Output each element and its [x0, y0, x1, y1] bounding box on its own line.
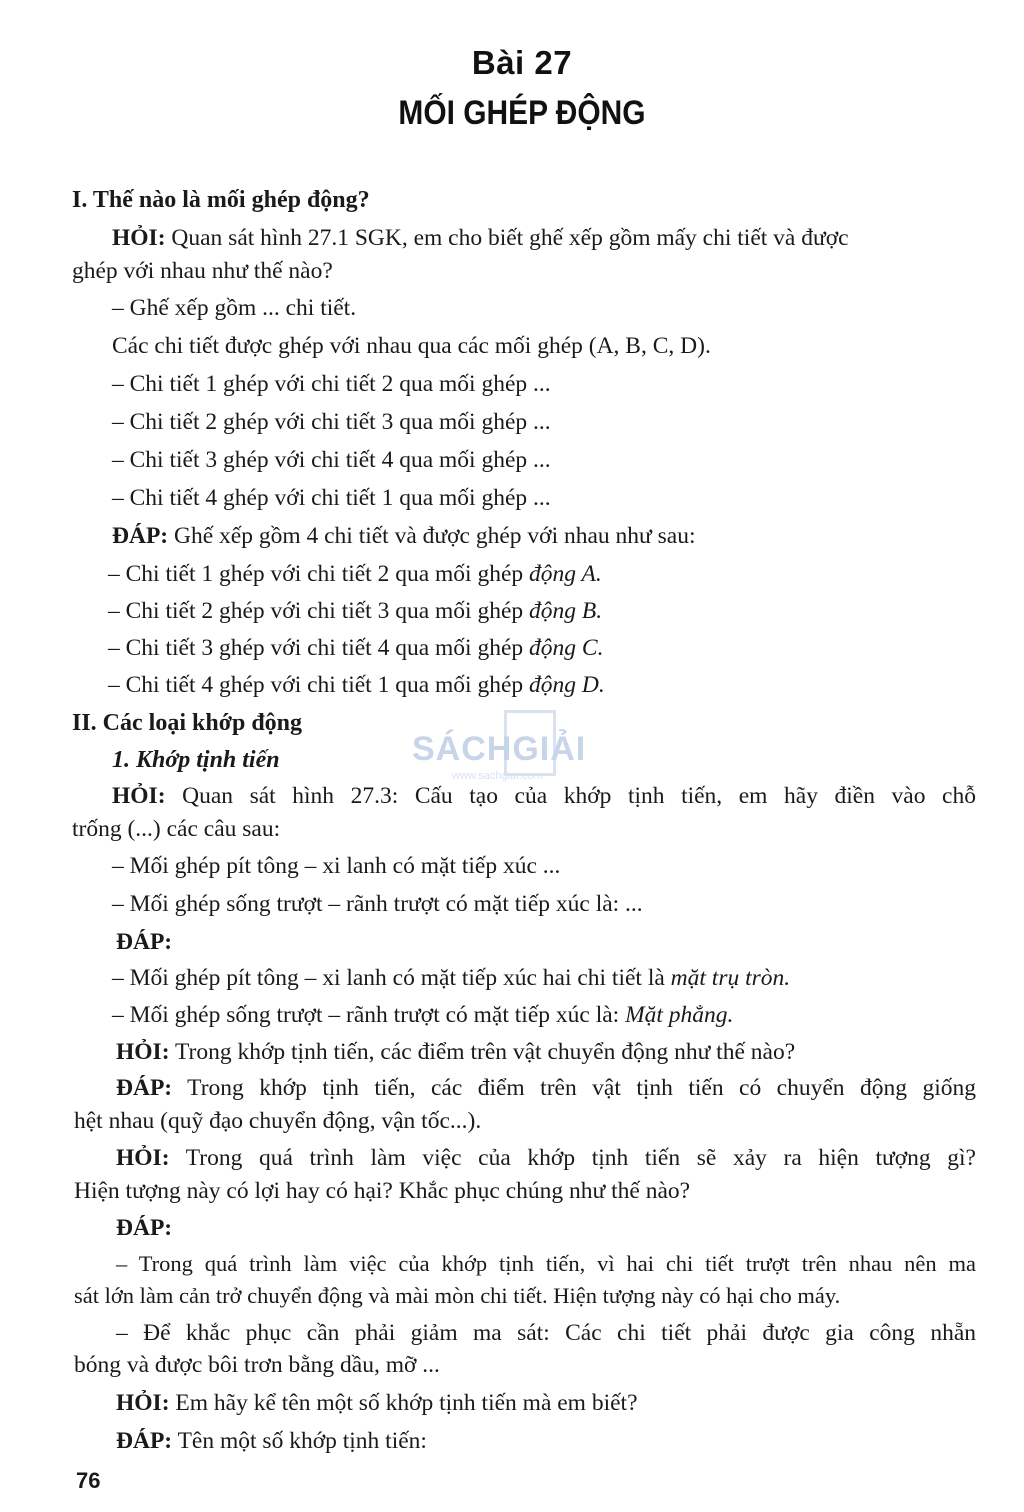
- section1-question-line1: [112, 223, 976, 253]
- answer-emphasis: động A.: [529, 561, 602, 587]
- answer-label: ĐÁP:: [116, 1215, 173, 1241]
- answer-emphasis: Mặt phẳng.: [625, 1002, 734, 1028]
- answer-emphasis: mặt trụ tròn.: [670, 965, 791, 991]
- section2-question2: [116, 1037, 795, 1067]
- list-item: – Chi tiết 3 ghép với chi tiết 4 qua mối ghép ...: [112, 447, 551, 473]
- list-item: [108, 559, 602, 589]
- list-item: Các chi tiết được ghép với nhau qua các mối ghép (A, B, C, D).: [112, 333, 711, 359]
- section2-answer3-p2-line2: bóng và được bôi trơn bằng dầu, mỡ ...: [74, 1352, 440, 1378]
- section2-answer3-p1-line1: – Trong quá trình làm việc của khớp tịnh tiến, vì hai chi tiết trượt trên nhau nên ma: [116, 1251, 976, 1276]
- lesson-title: MỐI GHÉP ĐỘNG: [398, 94, 646, 132]
- answer-prefix: – Chi tiết 1 ghép với chi tiết 2 qua mối ghép: [108, 561, 530, 587]
- list-item: [112, 963, 790, 993]
- list-item: – Ghế xếp gồm ... chi tiết.: [112, 295, 357, 321]
- question-text: Trong quá trình làm việc của khớp tịnh tiến sẽ xảy ra hiện tượng gì?: [169, 1145, 976, 1171]
- section2-question3-line1: [116, 1143, 976, 1173]
- answer-emphasis: động B.: [529, 598, 603, 624]
- question-text: Quan sát hình 27.1 SGK, em cho biết ghế xếp gồm mấy chi tiết và được: [165, 225, 849, 251]
- page-number: 76: [76, 1468, 101, 1493]
- section2-question4: [116, 1388, 638, 1418]
- section2-answer3-p1-line2: sát lớn làm cản trở chuyển động và mài mòn chi tiết. Hiện tượng này có hại cho máy.: [74, 1283, 841, 1308]
- answer-text: Tên một số khớp tịnh tiến:: [172, 1428, 427, 1454]
- section1-heading: I. Thế nào là mối ghép động?: [72, 187, 370, 213]
- section2-question1-line1: [112, 781, 976, 811]
- answer-label: ĐÁP:: [116, 1428, 173, 1454]
- watermark-url: www.sachgiai.com: [452, 770, 543, 782]
- list-item: – Mối ghép pít tông – xi lanh có mặt tiếp xúc ...: [112, 853, 561, 879]
- section2-answer2-line2: hệt nhau (quỹ đạo chuyển động, vận tốc...).: [74, 1108, 482, 1134]
- watermark-box-icon: [504, 710, 556, 776]
- list-item: [108, 670, 605, 700]
- list-item: – Chi tiết 1 ghép với chi tiết 2 qua mối ghép ...: [112, 371, 551, 397]
- section2-answer2-line1: [116, 1073, 976, 1103]
- list-item: [112, 1000, 733, 1030]
- answer-text: Trong khớp tịnh tiến, các điểm trên vật tịnh tiến có chuyển động giống: [172, 1075, 976, 1101]
- subsection-heading: 1. Khớp tịnh tiến: [112, 747, 280, 773]
- answer-label: ĐÁP:: [116, 1075, 173, 1101]
- answer-prefix: – Chi tiết 3 ghép với chi tiết 4 qua mối ghép: [108, 635, 530, 661]
- list-item: – Chi tiết 2 ghép với chi tiết 3 qua mối ghép ...: [112, 409, 551, 435]
- question-text: Quan sát hình 27.3: Cấu tạo của khớp tịnh tiến, em hãy điền vào chỗ: [165, 783, 976, 809]
- question-label: HỎI:: [112, 783, 166, 809]
- section2-answer4: [116, 1426, 427, 1456]
- question-label: HỎI:: [116, 1390, 170, 1416]
- lesson-number: Bài 27: [471, 44, 573, 81]
- answer-emphasis: động C.: [529, 635, 604, 661]
- section1-question-line2: ghép với nhau như thế nào?: [72, 258, 333, 284]
- answer-prefix: – Mối ghép pít tông – xi lanh có mặt tiếp xúc hai chi tiết là: [112, 965, 671, 991]
- watermark-logo: [412, 710, 622, 780]
- question-label: HỎI:: [116, 1145, 170, 1171]
- section2-heading: II. Các loại khớp động: [72, 710, 303, 736]
- answer-text: Ghế xếp gồm 4 chi tiết và được ghép với nhau như sau:: [168, 523, 696, 549]
- answer-prefix: – Mối ghép sống trượt – rãnh trượt có mặt tiếp xúc là:: [112, 1002, 626, 1028]
- list-item: – Chi tiết 4 ghép với chi tiết 1 qua mối ghép ...: [112, 485, 551, 511]
- answer-prefix: – Chi tiết 4 ghép với chi tiết 1 qua mối ghép: [108, 672, 530, 698]
- section2-answer3-p2-line1: – Để khắc phục cần phải giảm ma sát: Các chi tiết phải được gia công nhẵn: [116, 1320, 976, 1346]
- list-item: [108, 596, 602, 626]
- section1-answer: [112, 521, 696, 551]
- answer-label: ĐÁP:: [112, 523, 169, 549]
- question-text: Em hãy kể tên một số khớp tịnh tiến mà em biết?: [169, 1390, 638, 1416]
- watermark-text: SÁCHGIẢI: [412, 730, 587, 768]
- question-label: HỎI:: [116, 1039, 170, 1065]
- question-label: HỎI:: [112, 225, 166, 251]
- list-item: [108, 633, 603, 663]
- answer-prefix: – Chi tiết 2 ghép với chi tiết 3 qua mối ghép: [108, 598, 530, 624]
- question-text: Trong khớp tịnh tiến, các điểm trên vật chuyển động như thế nào?: [169, 1039, 796, 1065]
- answer-emphasis: động D.: [529, 672, 605, 698]
- list-item: – Mối ghép sống trượt – rãnh trượt có mặt tiếp xúc là: ...: [112, 891, 643, 917]
- section2-question1-line2: trống (...) các câu sau:: [72, 816, 281, 842]
- answer-label: ĐÁP:: [116, 929, 173, 955]
- section2-question3-line2: Hiện tượng này có lợi hay có hại? Khắc phục chúng như thế nào?: [74, 1178, 691, 1204]
